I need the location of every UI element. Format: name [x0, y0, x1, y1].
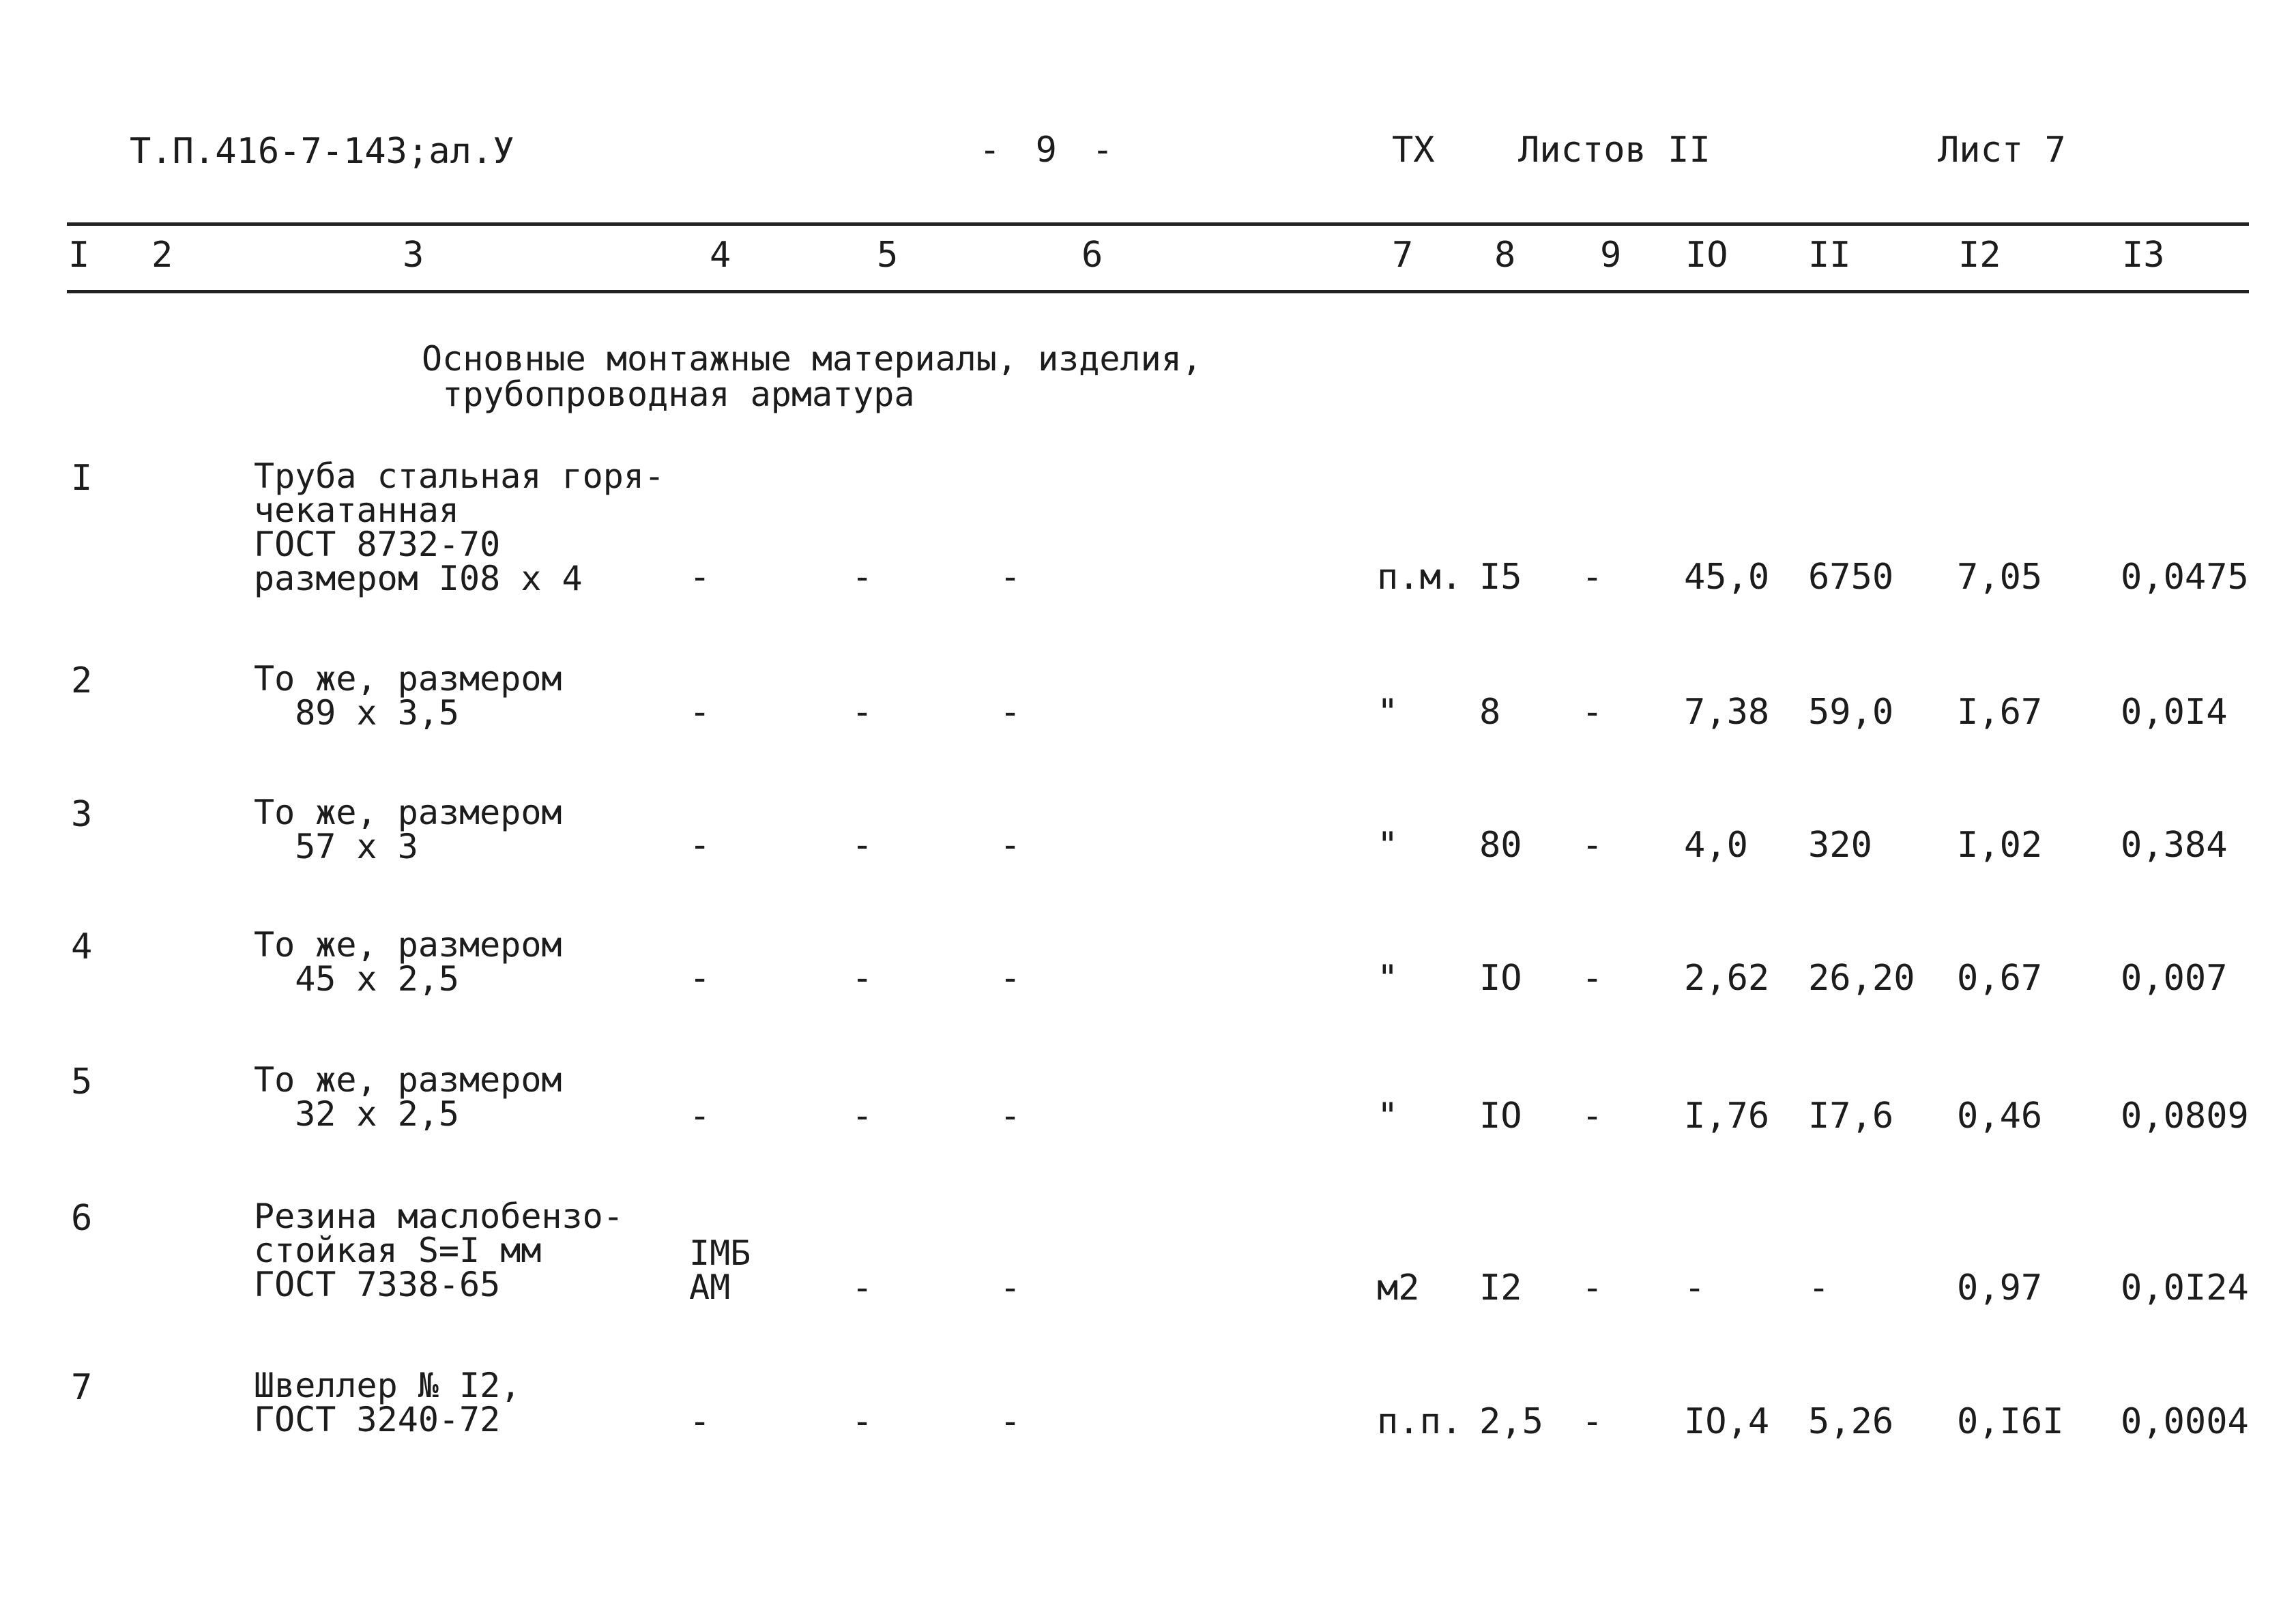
cell-col-9: -: [1582, 958, 1603, 999]
cell-col-4: -: [689, 692, 711, 733]
cell-col-7: ": [1377, 1096, 1399, 1137]
column-number-1: I: [68, 235, 90, 276]
cell-col-8: I2: [1479, 1267, 1522, 1308]
cell-col-6: -: [1000, 958, 1021, 999]
cell-col-13: 0,0I4: [2121, 692, 2228, 733]
row-number: 4: [71, 926, 93, 967]
cell-col-11: I7,6: [1808, 1096, 1894, 1137]
cell-col-4: IМБ АМ: [689, 1233, 751, 1307]
cell-col-12: 0,97: [1957, 1267, 2043, 1308]
cell-col-5: -: [852, 1401, 873, 1442]
item-name: Резина маслобензо- стойкая S=I мм ГОСТ 7338-65: [254, 1197, 624, 1304]
cell-col-13: 0,0809: [2121, 1096, 2249, 1137]
column-number-8: 8: [1494, 235, 1516, 276]
column-number-6: 6: [1081, 235, 1103, 276]
cell-col-12: 0,I6I: [1957, 1401, 2064, 1442]
cell-col-13: 0,384: [2121, 825, 2228, 866]
cell-col-9: -: [1582, 1267, 1603, 1308]
item-name: Швеллер № I2, ГОСТ 3240-72: [254, 1366, 521, 1439]
cell-col-8: 80: [1479, 825, 1522, 866]
cell-col-10: 45,0: [1684, 557, 1770, 598]
cell-col-13: 0,0475: [2121, 557, 2249, 598]
cell-col-6: -: [1000, 1401, 1021, 1442]
item-name: То же, размером 45 x 2,5: [254, 925, 562, 999]
cell-col-12: 0,46: [1957, 1096, 2043, 1137]
section-title: Основные монтажные материалы, изделия, трубопроводная арматура: [422, 339, 1202, 414]
cell-col-9: -: [1582, 1096, 1603, 1137]
table-top-rule: [67, 222, 2249, 226]
sheet-number: Лист 7: [1938, 130, 2066, 171]
cell-col-11: 59,0: [1808, 692, 1894, 733]
cell-col-10: I,76: [1684, 1096, 1770, 1137]
row-number: 7: [71, 1367, 93, 1408]
item-name: То же, размером 89 x 3,5: [254, 659, 562, 733]
cell-col-4: -: [689, 1401, 711, 1442]
table-header-rule: [67, 290, 2249, 293]
column-number-11: II: [1808, 235, 1851, 276]
cell-col-12: 0,67: [1957, 958, 2043, 999]
cell-col-13: 0,007: [2121, 958, 2228, 999]
cell-col-11: 320: [1808, 825, 1872, 866]
column-number-3: 3: [403, 235, 424, 276]
row-number: 6: [71, 1198, 93, 1239]
cell-col-9: -: [1582, 825, 1603, 866]
column-number-7: 7: [1392, 235, 1414, 276]
cell-col-7: ": [1377, 692, 1399, 733]
cell-col-7: п.п.: [1377, 1401, 1463, 1442]
cell-col-10: 2,62: [1684, 958, 1770, 999]
cell-col-6: -: [1000, 692, 1021, 733]
item-name: Труба стальная горя- чекатанная ГОСТ 8732-70 размером I08 x 4: [254, 456, 665, 598]
document-code: Т.П.416-7-143;ал.У: [130, 131, 514, 172]
item-name: То же, размером 57 x 3: [254, 793, 562, 866]
column-number-10: IO: [1685, 235, 1728, 276]
cell-col-5: -: [852, 1096, 873, 1137]
cell-col-4: -: [689, 958, 711, 999]
cell-col-12: 7,05: [1957, 557, 2043, 598]
column-number-12: I2: [1958, 235, 2001, 276]
cell-col-6: -: [1000, 557, 1021, 598]
cell-col-5: -: [852, 1267, 873, 1308]
cell-col-11: -: [1808, 1267, 1830, 1308]
item-name: То же, размером 32 x 2,5: [254, 1060, 562, 1134]
cell-col-5: -: [852, 825, 873, 866]
cell-col-9: -: [1582, 692, 1603, 733]
row-number: I: [71, 458, 93, 499]
cell-col-12: I,67: [1957, 692, 2043, 733]
cell-col-8: IO: [1479, 958, 1522, 999]
column-number-2: 2: [151, 235, 173, 276]
cell-col-13: 0,0004: [2121, 1401, 2249, 1442]
row-number: 2: [71, 660, 93, 701]
page-number: - 9 -: [979, 130, 1114, 171]
cell-col-7: п.м.: [1377, 557, 1463, 598]
cell-col-4: -: [689, 557, 711, 598]
column-number-4: 4: [710, 235, 731, 276]
cell-col-11: 6750: [1808, 557, 1894, 598]
cell-col-10: 7,38: [1684, 692, 1770, 733]
cell-col-6: -: [1000, 825, 1021, 866]
cell-col-6: -: [1000, 1096, 1021, 1137]
cell-col-12: I,02: [1957, 825, 2043, 866]
cell-col-5: -: [852, 557, 873, 598]
cell-col-5: -: [852, 958, 873, 999]
cell-col-8: I5: [1479, 557, 1522, 598]
column-number-13: I3: [2122, 235, 2165, 276]
cell-col-7: м2: [1377, 1267, 1420, 1308]
cell-col-7: ": [1377, 958, 1399, 999]
cell-col-10: 4,0: [1684, 825, 1748, 866]
cell-col-7: ": [1377, 825, 1399, 866]
cell-col-8: 2,5: [1479, 1401, 1543, 1442]
column-number-9: 9: [1600, 235, 1622, 276]
cell-col-11: 5,26: [1808, 1401, 1894, 1442]
cell-col-10: IO,4: [1684, 1401, 1770, 1442]
cell-col-8: IO: [1479, 1096, 1522, 1137]
cell-col-9: -: [1582, 1401, 1603, 1442]
cell-col-6: -: [1000, 1267, 1021, 1308]
cell-col-5: -: [852, 692, 873, 733]
row-number: 5: [71, 1061, 93, 1102]
cell-col-10: -: [1684, 1267, 1706, 1308]
row-number: 3: [71, 794, 93, 835]
cell-col-4: -: [689, 825, 711, 866]
sheets-total: Листов II: [1518, 130, 1711, 171]
section-code: ТХ: [1392, 130, 1435, 171]
cell-col-13: 0,0I24: [2121, 1267, 2249, 1308]
cell-col-9: -: [1582, 557, 1603, 598]
cell-col-8: 8: [1479, 692, 1501, 733]
cell-col-11: 26,20: [1808, 958, 1915, 999]
cell-col-4: -: [689, 1096, 711, 1137]
column-number-5: 5: [877, 235, 899, 276]
